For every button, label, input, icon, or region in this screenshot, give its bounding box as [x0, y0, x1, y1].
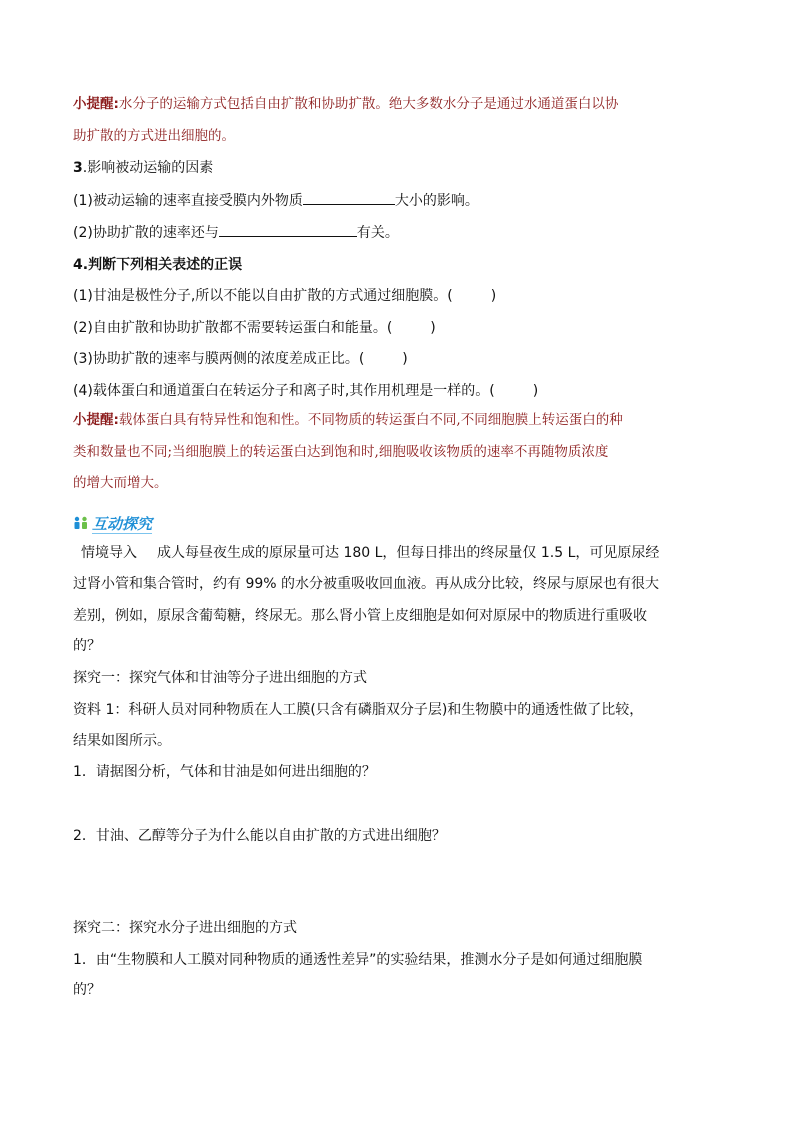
explore-2-title: 探究二：探究水分子进出细胞的方式 [73, 920, 297, 936]
explore-1-title: 探究一：探究气体和甘油等分子进出细胞的方式 [73, 670, 367, 686]
explore-2-question-1-line-2: 的？ [73, 982, 101, 998]
fill-blank[interactable] [303, 190, 395, 205]
reminder-1-line-2: 助扩散的方式进出细胞的。 [73, 128, 235, 144]
reminder-1-line-1: 小提醒:水分子的运输方式包括自由扩散和协助扩散。绝大多数水分子是通过水通道蛋白以协 [73, 96, 619, 112]
section-4-heading: 4.判断下列相关表述的正误 [73, 257, 243, 273]
intro-line-4: 的？ [73, 638, 101, 654]
interactive-explore-title: 互动探究 [73, 512, 152, 534]
intro-line-2: 过肾小管和集合管时，约有 99% 的水分被重吸收回血液。再从成分比较，终尿与原尿也有很大 [73, 576, 660, 592]
judgement-item: (2)自由扩散和协助扩散都不需要转运蛋白和能量。( ) [73, 320, 436, 336]
section-3-heading: 3.影响被动运输的因素 [73, 160, 214, 176]
reminder-2-line-1: 小提醒:载体蛋白具有特异性和饱和性。不同物质的转运蛋白不同,不同细胞膜上转运蛋白的种 [73, 412, 623, 428]
explore-2-question-1-line-1: 1．由“生物膜和人工膜对同种物质的通透性差异”的实验结果，推测水分子是如何通过细胞膜 [73, 952, 643, 968]
reminder-2-line-3: 的增大而增大。 [73, 475, 168, 491]
intro-label: 情境导入 [81, 545, 137, 561]
reminder-2-line-2: 类和数量也不同;当细胞膜上的转运蛋白达到饱和时,细胞吸收该物质的速率不再随物质浓度 [73, 444, 609, 460]
explore-1-material-line-2: 结果如图所示。 [73, 733, 171, 749]
section-3-item-1: (1)被动运输的速率直接受膜内外物质 大小的影响。 [73, 190, 479, 211]
reminder-label: 小提醒: [73, 96, 119, 112]
people-icon [73, 516, 89, 530]
judgement-item: (1)甘油是极性分子,所以不能以自由扩散的方式通过细胞膜。( ) [73, 288, 497, 304]
intro-line-3: 差别，例如，原尿含葡萄糖，终尿无。那么肾小管上皮细胞是如何对原尿中的物质进行重吸收 [73, 608, 647, 624]
section-3-item-2: (2)协助扩散的速率还与 有关。 [73, 222, 399, 243]
reminder-label: 小提醒: [73, 412, 119, 428]
judgement-item: (4)载体蛋白和通道蛋白在转运分子和离子时,其作用机理是一样的。( ) [73, 383, 539, 399]
fill-blank[interactable] [219, 222, 357, 237]
judgement-item: (3)协助扩散的速率与膜两侧的浓度差成正比。( ) [73, 351, 408, 367]
explore-1-question-2: 2．甘油、乙醇等分子为什么能以自由扩散的方式进出细胞？ [73, 828, 446, 844]
explore-1-question-1: 1．请据图分析，气体和甘油是如何进出细胞的？ [73, 764, 376, 780]
intro-line-1: 情境导入 成人每昼夜生成的原尿量可达 180 L，但每日排出的终尿量仅 1.5 L，可见原尿经 [81, 545, 660, 561]
explore-1-material-line-1: 资料 1：科研人员对同种物质在人工膜(只含有磷脂双分子层)和生物膜中的通透性做了比较， [73, 702, 644, 718]
